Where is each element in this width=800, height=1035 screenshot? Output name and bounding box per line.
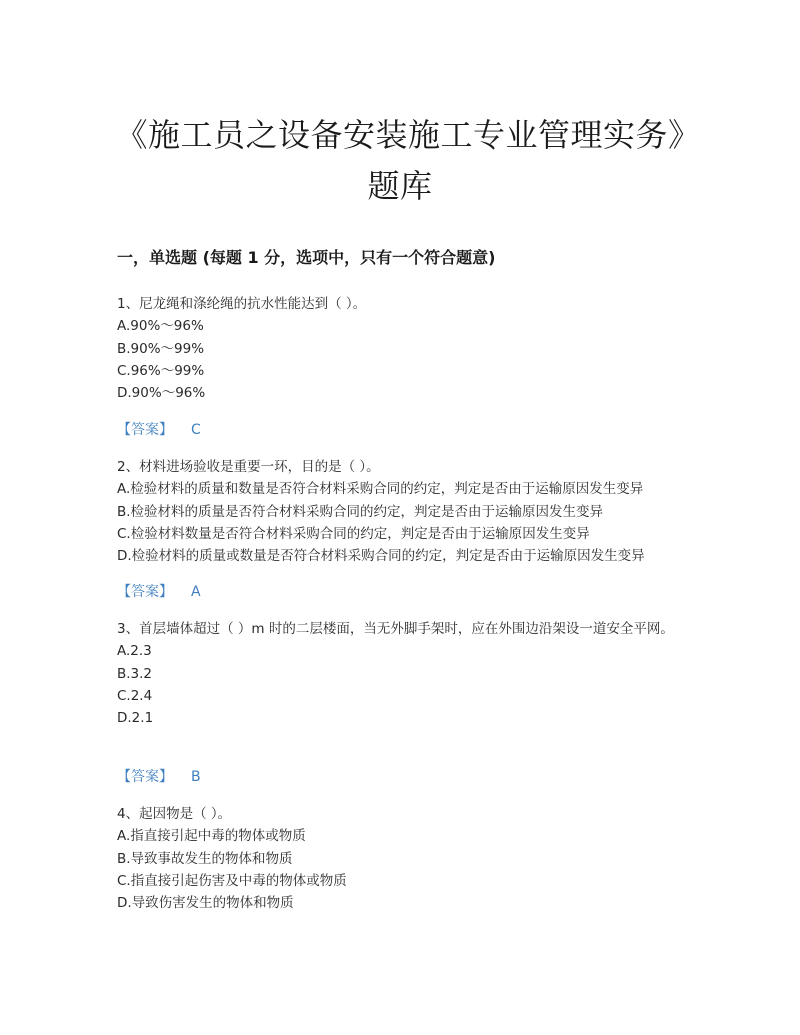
answer-label: 【答案】	[117, 584, 173, 600]
answer-value: C	[191, 422, 201, 438]
option-d: D.2.1	[117, 710, 154, 727]
option-d: D.90%～96%	[117, 385, 206, 402]
option-b: B.检验材料的质量是否符合材料采购合同的约定，判定是否由于运输原因发生变异	[117, 503, 604, 520]
option-c: C.指直接引起伤害及中毒的物体或物质	[117, 872, 347, 889]
option-b: B.3.2	[117, 665, 153, 682]
document-title: 《施工员之设备安装施工专业管理实务》题库	[115, 116, 685, 205]
answer-value: A	[191, 584, 201, 600]
option-d: D.导致伤害发生的物体和物质	[117, 895, 294, 912]
option-c: C.2.4	[117, 687, 153, 704]
option-c: C.96%～99%	[117, 362, 205, 379]
option-b: B.导致事故发生的物体和物质	[117, 850, 293, 867]
question-stem: 2、材料进场验收是重要一环，目的是（ ）。	[117, 459, 380, 475]
option-a: A.90%～96%	[117, 318, 204, 335]
question-1	[117, 293, 697, 404]
question-2	[117, 456, 697, 567]
option-a: A.指直接引起中毒的物体或物质	[117, 828, 306, 845]
question-4	[117, 803, 697, 914]
question-stem: 3、首层墙体超过（ ）m 时的二层楼面，当无外脚手架时，应在外围边沿架设一道安全平网。	[117, 621, 674, 637]
answer-value: B	[191, 769, 201, 785]
question-3	[117, 618, 697, 729]
section-heading: 一，单选题 (每题 1 分，选项中，只有一个符合题意)	[117, 248, 496, 267]
question-stem: 1、尼龙绳和涤纶绳的抗水性能达到（ ）。	[117, 296, 367, 312]
answer-3	[117, 766, 201, 788]
option-b: B.90%～99%	[117, 340, 205, 357]
option-d: D.检验材料的质量或数量是否符合材料采购合同的约定，判定是否由于运输原因发生变异	[117, 548, 645, 565]
answer-2	[117, 581, 201, 603]
option-c: C.检验材料数量是否符合材料采购合同的约定，判定是否由于运输原因发生变异	[117, 525, 590, 542]
answer-1	[117, 419, 201, 441]
option-a: A.检验材料的质量和数量是否符合材料采购合同的约定，判定是否由于运输原因发生变异	[117, 481, 644, 498]
answer-label: 【答案】	[117, 769, 173, 785]
question-stem: 4、起因物是（ ）。	[117, 806, 232, 822]
answer-label: 【答案】	[117, 422, 173, 438]
option-a: A.2.3	[117, 643, 152, 660]
